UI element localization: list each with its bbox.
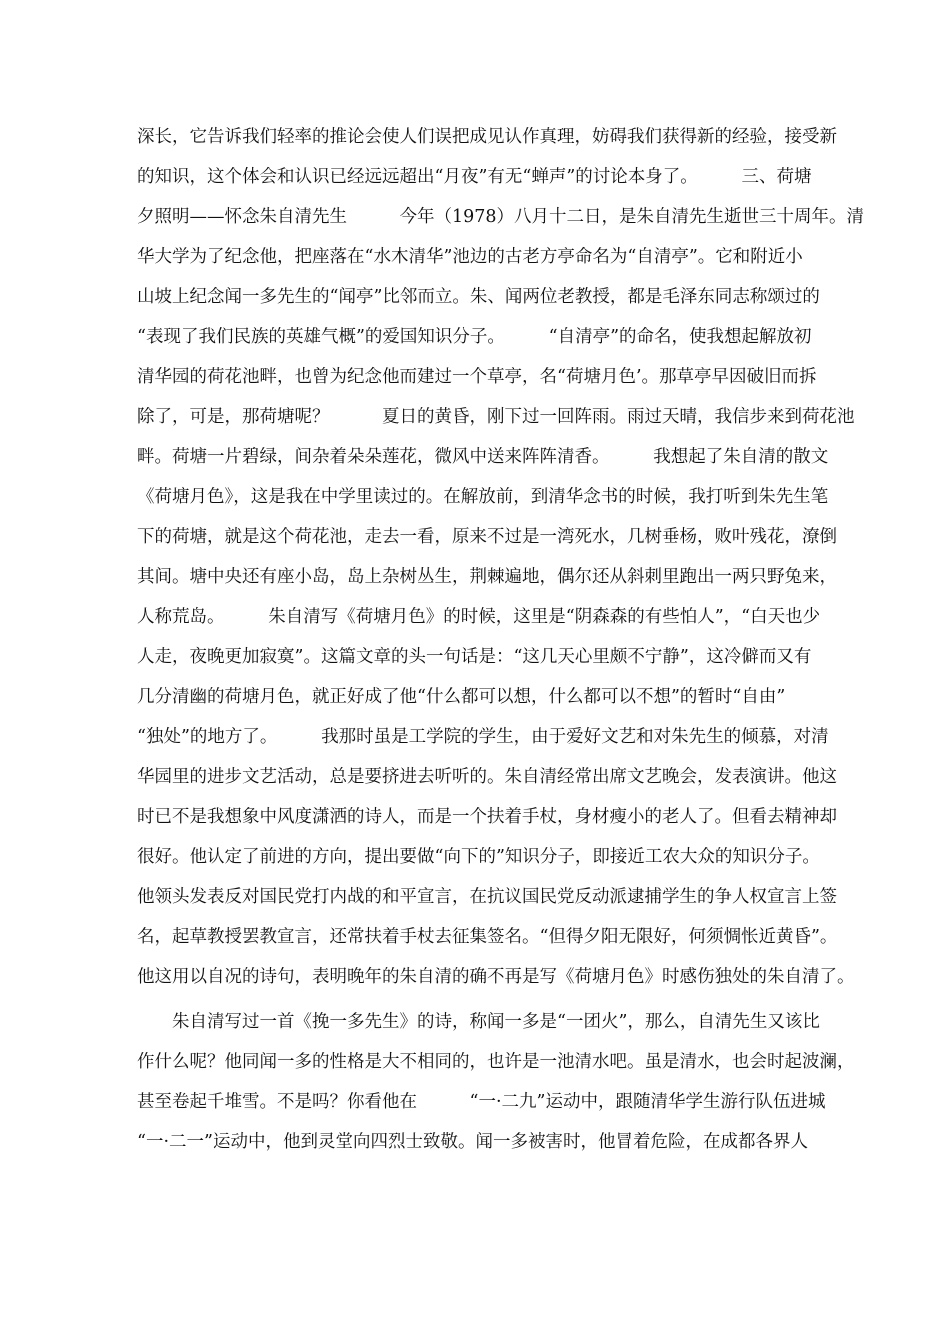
text-line: 他这用以自况的诗句，表明晚年的朱自清的确不再是写《荷塘月色》时感伤独处的朱自清了。 <box>137 967 855 987</box>
text-line: 时已不是我想象中风度潇洒的诗人，而是一个扶着手杖，身材瘦小的老人了。但看去精神却 <box>137 807 837 827</box>
text-line: 华园里的进步文艺活动，总是要挤进去听听的。朱自清经常出席文艺晚会，发表演讲。他这 <box>137 767 837 787</box>
text-line: 人称荒岛。 朱自清写《荷塘月色》的时候，这里是“阴森森的有些怕人”，“白天也少 <box>137 607 821 627</box>
text-line: “独处”的地方了。 我那时虽是工学院的学生，由于爱好文艺和对朱先生的倾慕，对清 <box>137 727 829 747</box>
text-line: “一·二一”运动中，他到灵堂向四烈士致敬。闻一多被害时，他冒着危险，在成都各界人 <box>137 1132 808 1152</box>
text-line: 《荷塘月色》，这是我在中学里读过的。在解放前，到清华念书的时候，我打听到朱先生笔 <box>137 487 829 507</box>
text-line: 的知识，这个体会和认识已经远远超出“月夜”有无“蝉声”的讨论本身了。 三、荷塘 <box>137 167 812 187</box>
text-line: 人走，夜晚更加寂寞”。这篇文章的头一句话是：“这几天心里颇不宁静”，这冷僻而又有 <box>137 647 812 667</box>
text-line: 深长，它告诉我们轻率的推论会使人们误把成见认作真理，妨碍我们获得新的经验，接受新 <box>137 127 837 147</box>
text-line: 除了，可是，那荷塘呢？ 夏日的黄昏，刚下过一回阵雨。雨过天晴，我信步来到荷花池 <box>137 407 855 427</box>
text-line: 他领头发表反对国民党打内战的和平宣言，在抗议国民党反动派逮捕学生的争人权宣言上签 <box>137 887 837 907</box>
text-line: 清华园的荷花池畔，也曾为纪念他而建过一个草亭，名“荷塘月色’。那草亭早因破旧而拆 <box>137 367 817 387</box>
text-line: “表现了我们民族的英雄气概”的爱国知识分子。 “自清亭”的命名，使我想起解放初 <box>137 327 812 347</box>
text-line: 山坡上纪念闻一多先生的“闻亭”比邻而立。朱、闻两位老教授，都是毛泽东同志称颂过的 <box>137 287 820 307</box>
text-line: 作什么呢？他同闻一多的性格是大不相同的，也许是一池清水吧。虽是清水，也会时起波澜， <box>137 1052 855 1072</box>
text-line: 夕照明——怀念朱自清先生 今年（1978）八月十二日，是朱自清先生逝世三十周年。清 <box>137 207 865 227</box>
text-line: 名，起草教授罢教宣言，还常扶着手杖去征集签名。“但得夕阳无限好，何须惆怅近黄昏”。 <box>137 927 838 947</box>
text-line: 甚至卷起千堆雪。不是吗？你看他在 “一·二九”运动中，跟随清华学生游行队伍进城 <box>137 1092 826 1112</box>
text-line: 下的荷塘，就是这个荷花池，走去一看，原来不过是一湾死水，几树垂杨，败叶残花，潦倒 <box>137 527 837 547</box>
text-line: 很好。他认定了前进的方向，提出要做“向下的”知识分子，即接近工农大众的知识分子。 <box>137 847 820 867</box>
text-line: 畔。荷塘一片碧绿，间杂着朵朵莲花，微风中送来阵阵清香。 我想起了朱自清的散文 <box>137 447 829 467</box>
text-line: 其间。塘中央还有座小岛，岛上杂树丛生，荆棘遍地，偶尔还从斜刺里跑出一两只野兔来， <box>137 567 837 587</box>
text-line: 几分清幽的荷塘月色，就正好成了他“什么都可以想，什么都可以不想”的暂时“自由” <box>137 687 786 707</box>
text-line: 朱自清写过一首《挽一多先生》的诗，称闻一多是“一团火”，那么，自清先生又该比 <box>137 1012 820 1032</box>
text-line: 华大学为了纪念他，把座落在“水木清华”池边的古老方亭命名为“自清亭”。它和附近小 <box>137 247 803 267</box>
